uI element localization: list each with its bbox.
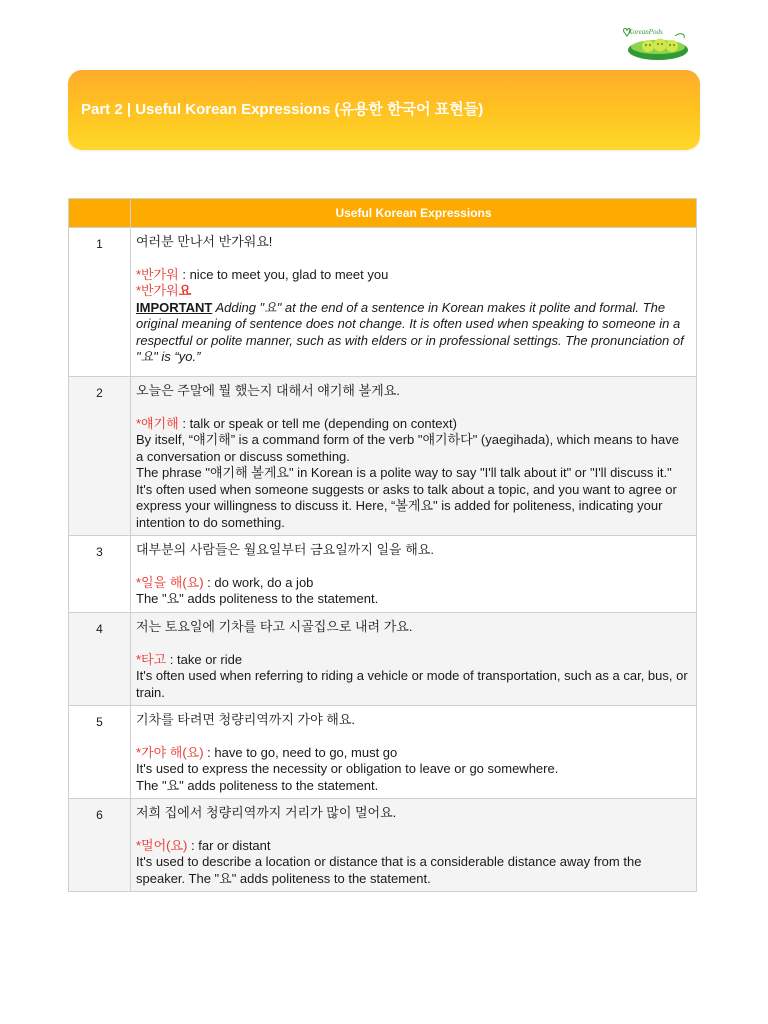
explanation: It's often used when referring to riding a vehicle or mode of transportation, such as a car, bus, or train.	[136, 668, 688, 700]
table-header-number	[69, 199, 131, 228]
table-row	[69, 613, 697, 706]
row-number: 4	[69, 613, 131, 706]
row-number: 5	[69, 706, 131, 799]
vocab-gloss: : take or ride	[166, 651, 243, 667]
row-content	[131, 799, 697, 892]
explanation: By itself, “얘기해” is a command form of the verb "얘기하다" (yaegihada), which means to have a conversation or discuss something.	[136, 432, 679, 464]
vocab-line	[136, 416, 688, 433]
row-content	[131, 613, 697, 706]
vocab-line	[136, 838, 688, 855]
vocab-term: *얘기해	[136, 415, 179, 431]
korean-sentence: 저는 토요일에 기차를 타고 시골집으로 내려 가요.	[136, 619, 413, 634]
vocab-gloss: : talk or speak or tell me (depending on context)	[178, 415, 457, 431]
row-number: 6	[69, 799, 131, 892]
table-row	[69, 377, 697, 536]
row-content	[131, 536, 697, 613]
vocab-term: *가야 해(요)	[136, 744, 204, 760]
vocab-term: *타고	[136, 651, 167, 667]
logo-text: KoreanPods	[628, 28, 663, 36]
korean-sentence: 기차를 타려면 청량리역까지 가야 해요.	[136, 712, 355, 727]
vocab-gloss: : have to go, need to go, must go	[203, 744, 398, 760]
vocab-gloss: : nice to meet you, glad to meet you	[178, 266, 389, 282]
row-content	[131, 377, 697, 536]
korean-sentence: 오늘은 주말에 뭘 했는지 대해서 얘기해 볼게요.	[136, 383, 400, 398]
row-number: 2	[69, 377, 131, 536]
korean-sentence: 여러분 만나서 반가워요!	[136, 234, 273, 249]
table-header-title: Useful Korean Expressions	[131, 199, 697, 228]
vocab-gloss: : far or distant	[187, 837, 271, 853]
important-text: Adding "요" at the end of a sentence in Korean makes it polite and formal. The original meaning of sentence does not change. It is often used when speaking to someone in a respectful or polite manner, such as with elders or in professional settings. The pronunciation of "요" is “yo.”	[136, 299, 684, 364]
korean-sentence: 저희 집에서 청량리역까지 거리가 많이 멀어요.	[136, 805, 397, 820]
row-number: 1	[69, 228, 131, 377]
vocab-line	[136, 267, 688, 284]
vocab-line	[136, 745, 688, 762]
table-row	[69, 799, 697, 892]
row-number: 3	[69, 536, 131, 613]
vocab-line	[136, 652, 688, 669]
page-title: Part 2 | Useful Korean Expressions (유용한 한국어 표현들)	[81, 101, 484, 118]
vocab-term: *멀어(요)	[136, 837, 188, 853]
table-row	[69, 536, 697, 613]
korean-sentence: 대부분의 사람들은 월요일부터 금요일까지 일을 해요.	[136, 542, 434, 557]
vocab-gloss: : do work, do a job	[203, 574, 314, 590]
table-header-row	[69, 199, 697, 228]
section-banner	[68, 70, 700, 150]
vocab-term-base: *반가워	[136, 283, 179, 298]
vocab-term: *반가워	[136, 266, 179, 282]
table-row	[69, 228, 697, 377]
expressions-table	[68, 198, 697, 892]
row-content	[131, 706, 697, 799]
explanation-2: The phrase "얘기해 볼게요" in Korean is a polite way to say "I'll talk about it" or "I'll discuss it." It's often used when someone suggests or asks to talk about a topic, and you want to agree or express your willingness to discuss it. Here, “볼게요" is added for politeness, indicating your intention to do something.	[136, 465, 677, 530]
row-content	[131, 228, 697, 377]
explanation: It's used to describe a location or distance that is a considerable distance away from the speaker. The "요" adds politeness to the statement.	[136, 854, 642, 886]
koreanpods-logo	[620, 24, 700, 64]
important-note	[136, 300, 688, 366]
important-label: IMPORTANT	[136, 299, 213, 315]
explanation: The "요" adds politeness to the statement.	[136, 591, 379, 606]
vocab-term-suffix: 요	[178, 283, 192, 298]
vocab-line	[136, 575, 688, 592]
table-row	[69, 706, 697, 799]
vocab-term: *일을 해(요)	[136, 574, 204, 590]
vocab-line-2	[136, 283, 688, 300]
explanation-2: The "요" adds politeness to the statement.	[136, 777, 379, 793]
explanation: It's used to express the necessity or obligation to leave or go somewhere.	[136, 761, 559, 776]
